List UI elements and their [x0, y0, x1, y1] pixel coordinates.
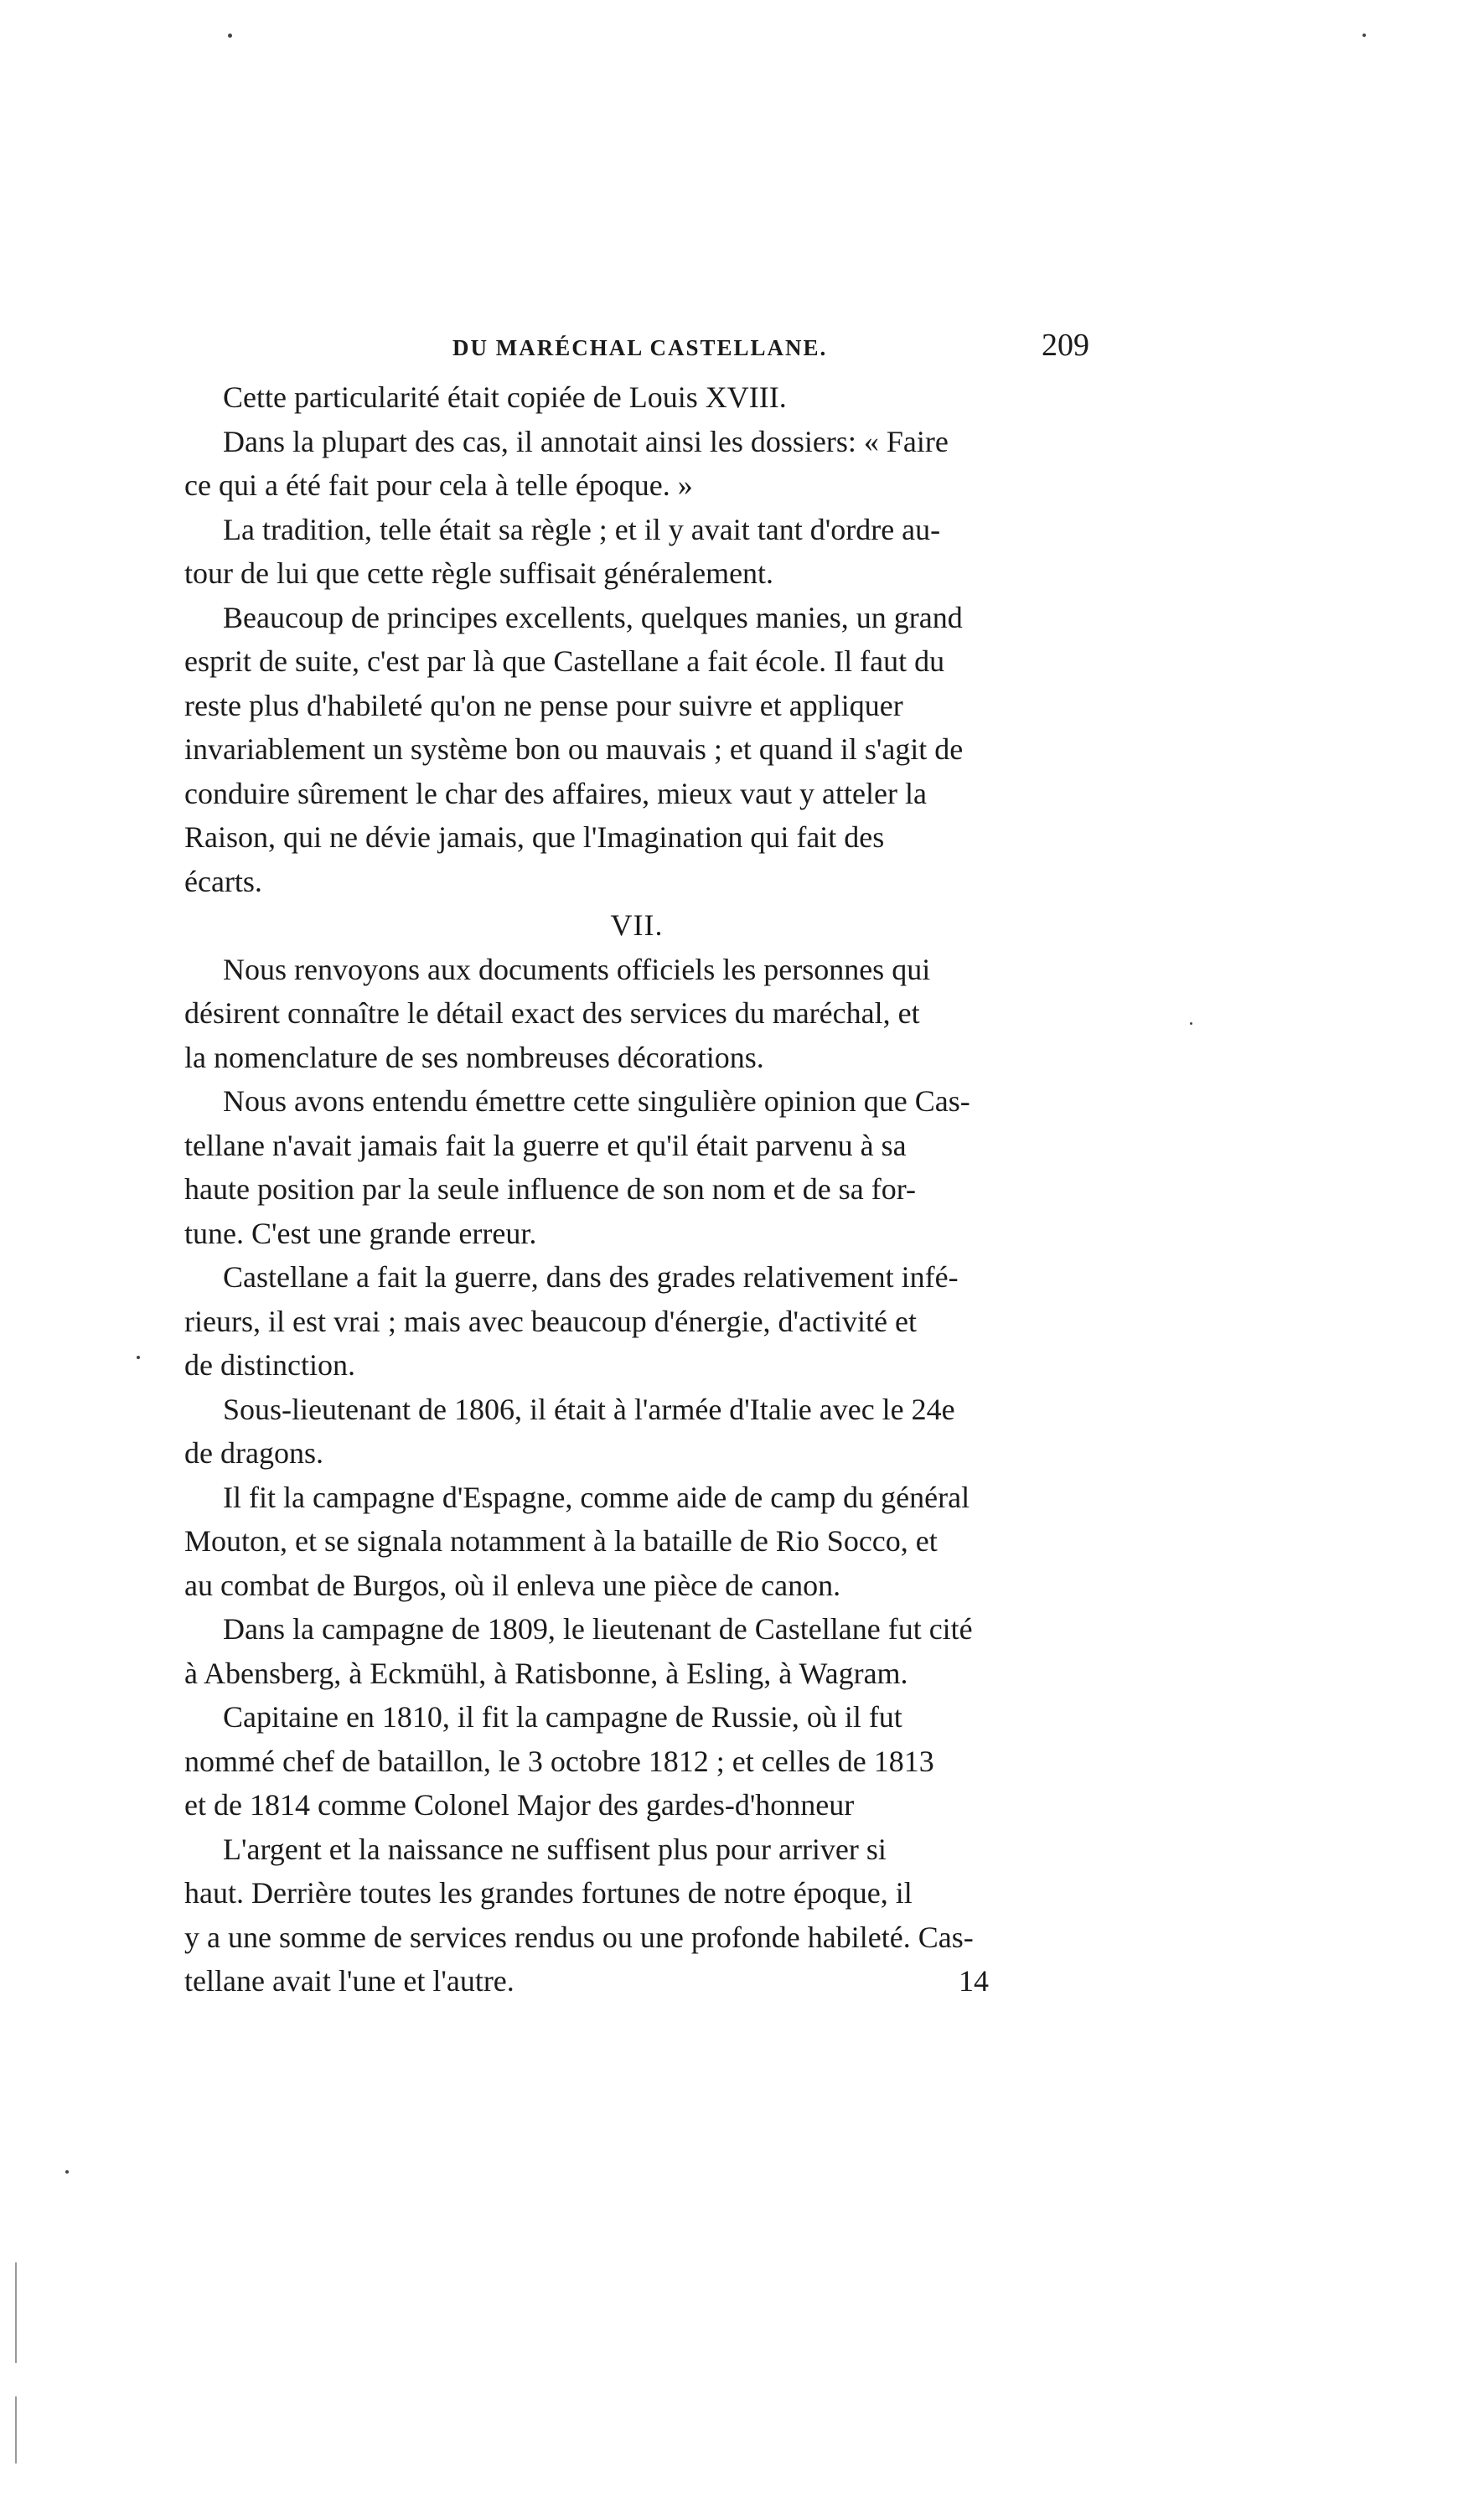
text-line: Il fit la campagne d'Espagne, comme aide de camp du général [223, 1480, 970, 1514]
text-line: Capitaine en 1810, il fit la campagne de Russie, où il fut [223, 1700, 902, 1734]
running-title: DU MARÉCHAL CASTELLANE. [452, 335, 828, 360]
text-line: y a une somme de services rendus ou une profonde habileté. Cas- [184, 1920, 974, 1954]
text-line: de dragons. [184, 1436, 323, 1470]
text-line: et de 1814 comme Colonel Major des gardes-d'honneur [184, 1788, 855, 1822]
text-line: nommé chef de bataillon, le 3 octobre 1812 ; et celles de 1813 [184, 1744, 934, 1778]
text-line: haute position par la seule influence de son nom et de sa for- [184, 1172, 916, 1206]
text-line: haut. Derrière toutes les grandes fortunes de notre époque, il [184, 1876, 913, 1910]
text-line: La tradition, telle était sa règle ; et il y avait tant d'ordre au- [223, 512, 941, 546]
scan-speck [137, 1356, 140, 1359]
text-line: Cette particularité était copiée de Louis XVIII. [223, 380, 787, 414]
text-line: désirent connaître le détail exact des services du maréchal, et [184, 996, 920, 1030]
text-line: Dans la campagne de 1809, le lieutenant de Castellane fut cité [223, 1612, 973, 1646]
text-line: tour de lui que cette règle suffisait généralement. [184, 556, 774, 590]
scan-speck [1362, 34, 1366, 37]
page-header [184, 327, 1089, 377]
text-line: Mouton, et se signala notamment à la bataille de Rio Socco, et [184, 1524, 938, 1558]
text-line: au combat de Burgos, où il enleva une pièce de canon. [184, 1568, 841, 1602]
body-text [184, 375, 1089, 2003]
margin-line [15, 2396, 17, 2463]
signature-mark: 14 [959, 1964, 989, 1998]
text-line: Raison, qui ne dévie jamais, que l'Imagination qui fait des [184, 820, 885, 854]
text-line: Dans la plupart des cas, il annotait ainsi les dossiers: « Faire [223, 424, 949, 458]
text-line: à Abensberg, à Eckmühl, à Ratisbonne, à Esling, à Wagram. [184, 1656, 908, 1690]
text-line: de distinction. [184, 1348, 355, 1382]
text-line: ce qui a été fait pour cela à telle époque. » [184, 468, 693, 502]
text-line: Beaucoup de principes excellents, quelques manies, un grand [223, 600, 963, 634]
text-line: L'argent et la naissance ne suffisent plus pour arriver si [223, 1832, 887, 1866]
text-line: écarts. [184, 864, 262, 898]
text-line: Sous-lieutenant de 1806, il était à l'armée d'Italie avec le 24e [223, 1392, 955, 1426]
text-line: Nous renvoyons aux documents officiels les personnes qui [223, 952, 931, 986]
section-heading: VII. [610, 908, 664, 942]
text-line: conduire sûrement le char des affaires, mieux vaut y atteler la [184, 776, 927, 810]
text-line: la nomenclature de ses nombreuses décorations. [184, 1040, 764, 1074]
text-line: tellane avait l'une et l'autre. [184, 1964, 514, 1998]
scan-speck [228, 34, 232, 38]
text-line: Nous avons entendu émettre cette singulière opinion que Cas- [223, 1084, 970, 1118]
text-line: Castellane a fait la guerre, dans des grades relativement infé- [223, 1260, 959, 1294]
text-line: tune. C'est une grande erreur. [184, 1216, 537, 1250]
scan-speck [1190, 1022, 1192, 1025]
text-line: tellane n'avait jamais fait la guerre et qu'il était parvenu à sa [184, 1128, 907, 1162]
text-line: reste plus d'habileté qu'on ne pense pour suivre et appliquer [184, 688, 903, 722]
last-line [184, 1959, 1089, 2003]
text-line: invariablement un système bon ou mauvais ; et quand il s'agit de [184, 732, 964, 766]
margin-line [15, 2262, 17, 2363]
text-line: rieurs, il est vrai ; mais avec beaucoup d'énergie, d'activité et [184, 1304, 917, 1338]
page-number: 209 [1042, 328, 1089, 363]
scan-speck [65, 2170, 69, 2174]
text-line: esprit de suite, c'est par là que Castellane a fait école. Il faut du [184, 644, 945, 678]
